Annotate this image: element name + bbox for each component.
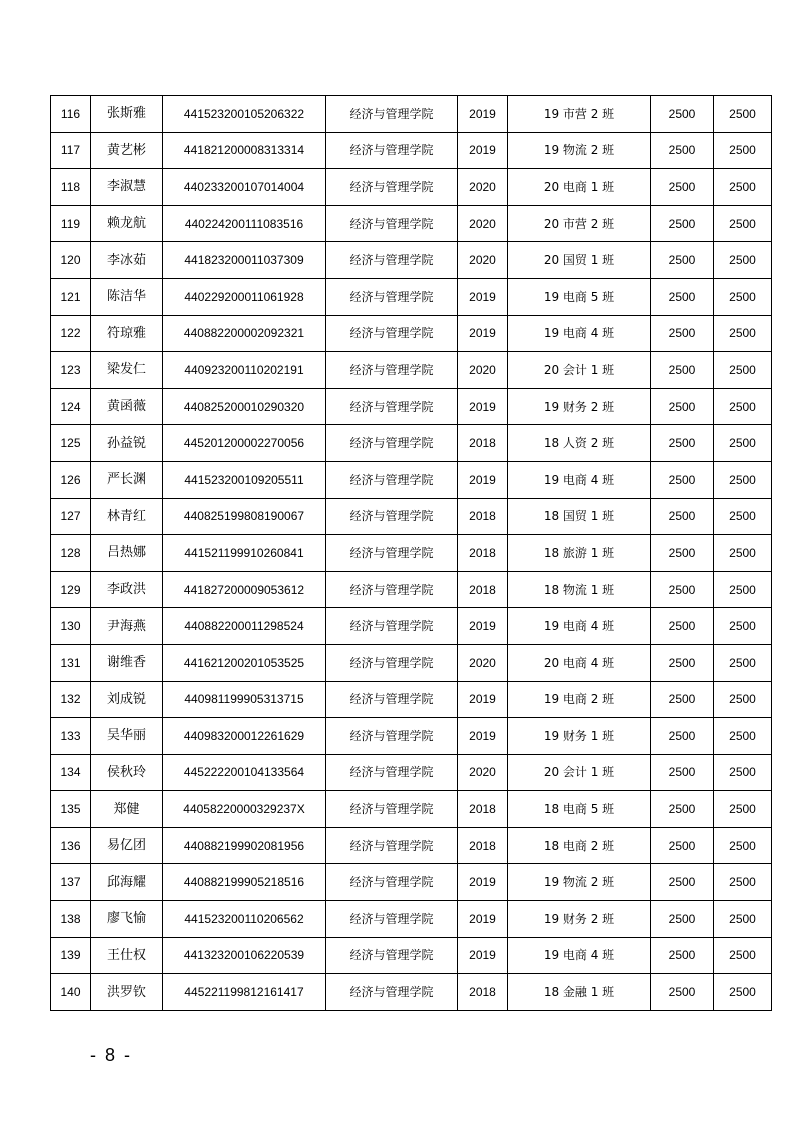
amount-cell: 2500: [714, 864, 772, 901]
amount-cell: 2500: [651, 571, 714, 608]
class-cell: 19 电商 4 班: [508, 937, 651, 974]
amount-cell: 2500: [651, 278, 714, 315]
student-name-cell: 洪罗钦: [91, 974, 163, 1011]
amount-cell: 2500: [714, 315, 772, 352]
class-cell: 19 物流 2 班: [508, 132, 651, 169]
class-cell: 18 旅游 1 班: [508, 535, 651, 572]
amount-cell: 2500: [651, 791, 714, 828]
id-number-cell: 440882199902081956: [163, 827, 326, 864]
id-number-cell: 441323200106220539: [163, 937, 326, 974]
student-name-cell: 张斯雅: [91, 96, 163, 133]
student-name-cell: 王仕权: [91, 937, 163, 974]
table-row: [51, 864, 772, 901]
amount-cell: 2500: [714, 169, 772, 206]
table-row: [51, 205, 772, 242]
enrollment-year-cell: 2019: [458, 461, 508, 498]
student-name-cell: 严长渊: [91, 461, 163, 498]
amount-cell: 2500: [651, 132, 714, 169]
enrollment-year-cell: 2020: [458, 242, 508, 279]
table-row: [51, 132, 772, 169]
amount-cell: 2500: [651, 608, 714, 645]
student-name-cell: 黄艺彬: [91, 132, 163, 169]
amount-cell: 2500: [651, 205, 714, 242]
college-cell: 经济与管理学院: [326, 132, 458, 169]
row-number-cell: 121: [51, 278, 91, 315]
table-row: [51, 791, 772, 828]
amount-cell: 2500: [714, 535, 772, 572]
amount-cell: 2500: [714, 132, 772, 169]
enrollment-year-cell: 2019: [458, 718, 508, 755]
table-row: [51, 608, 772, 645]
enrollment-year-cell: 2020: [458, 205, 508, 242]
enrollment-year-cell: 2018: [458, 498, 508, 535]
table-row: [51, 278, 772, 315]
amount-cell: 2500: [651, 718, 714, 755]
id-number-cell: 440825199808190067: [163, 498, 326, 535]
row-number-cell: 124: [51, 388, 91, 425]
amount-cell: 2500: [651, 974, 714, 1011]
college-cell: 经济与管理学院: [326, 352, 458, 389]
enrollment-year-cell: 2018: [458, 571, 508, 608]
id-number-cell: 441823200011037309: [163, 242, 326, 279]
amount-cell: 2500: [714, 388, 772, 425]
college-cell: 经济与管理学院: [326, 571, 458, 608]
college-cell: 经济与管理学院: [326, 754, 458, 791]
id-number-cell: 440882199905218516: [163, 864, 326, 901]
row-number-cell: 122: [51, 315, 91, 352]
amount-cell: 2500: [714, 96, 772, 133]
student-name-cell: 廖飞愉: [91, 901, 163, 938]
class-cell: 20 会计 1 班: [508, 352, 651, 389]
college-cell: 经济与管理学院: [326, 169, 458, 206]
amount-cell: 2500: [651, 169, 714, 206]
table-row: [51, 352, 772, 389]
id-number-cell: 440882200011298524: [163, 608, 326, 645]
row-number-cell: 128: [51, 535, 91, 572]
class-cell: 18 人资 2 班: [508, 425, 651, 462]
amount-cell: 2500: [651, 681, 714, 718]
student-name-cell: 李淑慧: [91, 169, 163, 206]
class-cell: 18 国贸 1 班: [508, 498, 651, 535]
amount-cell: 2500: [714, 461, 772, 498]
student-name-cell: 黄函薇: [91, 388, 163, 425]
college-cell: 经济与管理学院: [326, 644, 458, 681]
amount-cell: 2500: [651, 644, 714, 681]
row-number-cell: 127: [51, 498, 91, 535]
student-name-cell: 林青红: [91, 498, 163, 535]
table-row: [51, 901, 772, 938]
student-name-cell: 符琼雅: [91, 315, 163, 352]
college-cell: 经济与管理学院: [326, 974, 458, 1011]
student-name-cell: 梁发仁: [91, 352, 163, 389]
college-cell: 经济与管理学院: [326, 608, 458, 645]
table-row: [51, 425, 772, 462]
amount-cell: 2500: [714, 571, 772, 608]
table-row: [51, 242, 772, 279]
class-cell: 20 市营 2 班: [508, 205, 651, 242]
college-cell: 经济与管理学院: [326, 937, 458, 974]
id-number-cell: 440882200002092321: [163, 315, 326, 352]
table-row: [51, 974, 772, 1011]
row-number-cell: 129: [51, 571, 91, 608]
amount-cell: 2500: [651, 535, 714, 572]
row-number-cell: 125: [51, 425, 91, 462]
row-number-cell: 140: [51, 974, 91, 1011]
amount-cell: 2500: [714, 425, 772, 462]
amount-cell: 2500: [651, 901, 714, 938]
class-cell: 19 电商 4 班: [508, 461, 651, 498]
row-number-cell: 123: [51, 352, 91, 389]
id-number-cell: 441523200105206322: [163, 96, 326, 133]
enrollment-year-cell: 2018: [458, 974, 508, 1011]
row-number-cell: 117: [51, 132, 91, 169]
college-cell: 经济与管理学院: [326, 791, 458, 828]
table-row: [51, 718, 772, 755]
college-cell: 经济与管理学院: [326, 718, 458, 755]
amount-cell: 2500: [714, 608, 772, 645]
amount-cell: 2500: [714, 827, 772, 864]
class-cell: 19 财务 2 班: [508, 901, 651, 938]
id-number-cell: 441523200109205511: [163, 461, 326, 498]
college-cell: 经济与管理学院: [326, 901, 458, 938]
row-number-cell: 136: [51, 827, 91, 864]
class-cell: 18 金融 1 班: [508, 974, 651, 1011]
amount-cell: 2500: [651, 827, 714, 864]
college-cell: 经济与管理学院: [326, 425, 458, 462]
enrollment-year-cell: 2019: [458, 96, 508, 133]
student-name-cell: 吕热娜: [91, 535, 163, 572]
page-number: - 8 -: [90, 1045, 133, 1065]
id-number-cell: 440825200010290320: [163, 388, 326, 425]
enrollment-year-cell: 2019: [458, 278, 508, 315]
table-row: [51, 315, 772, 352]
id-number-cell: 441621200201053525: [163, 644, 326, 681]
class-cell: 20 电商 1 班: [508, 169, 651, 206]
enrollment-year-cell: 2018: [458, 425, 508, 462]
table-row: [51, 498, 772, 535]
amount-cell: 2500: [714, 937, 772, 974]
amount-cell: 2500: [651, 864, 714, 901]
student-name-cell: 侯秋玲: [91, 754, 163, 791]
amount-cell: 2500: [714, 644, 772, 681]
college-cell: 经济与管理学院: [326, 205, 458, 242]
enrollment-year-cell: 2018: [458, 791, 508, 828]
table-row: [51, 571, 772, 608]
table-row: [51, 461, 772, 498]
student-roster-table: [50, 95, 772, 1011]
class-cell: 18 物流 1 班: [508, 571, 651, 608]
amount-cell: 2500: [651, 242, 714, 279]
table-row: [51, 388, 772, 425]
row-number-cell: 137: [51, 864, 91, 901]
table-row: [51, 169, 772, 206]
id-number-cell: 440981199905313715: [163, 681, 326, 718]
amount-cell: 2500: [714, 754, 772, 791]
enrollment-year-cell: 2019: [458, 864, 508, 901]
id-number-cell: 445222200104133564: [163, 754, 326, 791]
class-cell: 19 电商 2 班: [508, 681, 651, 718]
college-cell: 经济与管理学院: [326, 827, 458, 864]
id-number-cell: 440983200012261629: [163, 718, 326, 755]
amount-cell: 2500: [714, 352, 772, 389]
id-number-cell: 441523200110206562: [163, 901, 326, 938]
student-name-cell: 易亿团: [91, 827, 163, 864]
table-row: [51, 827, 772, 864]
amount-cell: 2500: [651, 352, 714, 389]
student-name-cell: 谢维香: [91, 644, 163, 681]
student-name-cell: 赖龙航: [91, 205, 163, 242]
id-number-cell: 441821200008313314: [163, 132, 326, 169]
class-cell: 19 财务 2 班: [508, 388, 651, 425]
class-cell: 19 财务 1 班: [508, 718, 651, 755]
enrollment-year-cell: 2019: [458, 132, 508, 169]
row-number-cell: 118: [51, 169, 91, 206]
college-cell: 经济与管理学院: [326, 242, 458, 279]
id-number-cell: 440224200111083516: [163, 205, 326, 242]
enrollment-year-cell: 2020: [458, 352, 508, 389]
row-number-cell: 133: [51, 718, 91, 755]
enrollment-year-cell: 2020: [458, 644, 508, 681]
table-row: [51, 937, 772, 974]
table-row: [51, 681, 772, 718]
college-cell: 经济与管理学院: [326, 388, 458, 425]
class-cell: 18 电商 2 班: [508, 827, 651, 864]
table-row: [51, 96, 772, 133]
college-cell: 经济与管理学院: [326, 864, 458, 901]
row-number-cell: 132: [51, 681, 91, 718]
id-number-cell: 445201200002270056: [163, 425, 326, 462]
id-number-cell: 440229200011061928: [163, 278, 326, 315]
class-cell: 20 电商 4 班: [508, 644, 651, 681]
class-cell: 20 会计 1 班: [508, 754, 651, 791]
row-number-cell: 135: [51, 791, 91, 828]
college-cell: 经济与管理学院: [326, 461, 458, 498]
row-number-cell: 116: [51, 96, 91, 133]
student-name-cell: 李政洪: [91, 571, 163, 608]
college-cell: 经济与管理学院: [326, 278, 458, 315]
row-number-cell: 119: [51, 205, 91, 242]
row-number-cell: 120: [51, 242, 91, 279]
college-cell: 经济与管理学院: [326, 96, 458, 133]
amount-cell: 2500: [714, 205, 772, 242]
amount-cell: 2500: [651, 461, 714, 498]
class-cell: 18 电商 5 班: [508, 791, 651, 828]
row-number-cell: 139: [51, 937, 91, 974]
student-name-cell: 尹海燕: [91, 608, 163, 645]
table-row: [51, 535, 772, 572]
amount-cell: 2500: [714, 681, 772, 718]
amount-cell: 2500: [714, 498, 772, 535]
amount-cell: 2500: [651, 937, 714, 974]
amount-cell: 2500: [714, 718, 772, 755]
enrollment-year-cell: 2020: [458, 169, 508, 206]
enrollment-year-cell: 2019: [458, 608, 508, 645]
amount-cell: 2500: [651, 388, 714, 425]
amount-cell: 2500: [714, 974, 772, 1011]
enrollment-year-cell: 2018: [458, 535, 508, 572]
id-number-cell: 445221199812161417: [163, 974, 326, 1011]
amount-cell: 2500: [651, 425, 714, 462]
table-row: [51, 644, 772, 681]
row-number-cell: 131: [51, 644, 91, 681]
amount-cell: 2500: [714, 791, 772, 828]
amount-cell: 2500: [651, 498, 714, 535]
amount-cell: 2500: [714, 278, 772, 315]
row-number-cell: 130: [51, 608, 91, 645]
class-cell: 20 国贸 1 班: [508, 242, 651, 279]
college-cell: 经济与管理学院: [326, 315, 458, 352]
row-number-cell: 138: [51, 901, 91, 938]
amount-cell: 2500: [714, 242, 772, 279]
student-name-cell: 陈洁华: [91, 278, 163, 315]
enrollment-year-cell: 2018: [458, 827, 508, 864]
class-cell: 19 电商 5 班: [508, 278, 651, 315]
class-cell: 19 电商 4 班: [508, 315, 651, 352]
table-row: [51, 754, 772, 791]
amount-cell: 2500: [651, 754, 714, 791]
id-number-cell: 44058220000329237X: [163, 791, 326, 828]
row-number-cell: 126: [51, 461, 91, 498]
id-number-cell: 441521199910260841: [163, 535, 326, 572]
row-number-cell: 134: [51, 754, 91, 791]
enrollment-year-cell: 2019: [458, 388, 508, 425]
id-number-cell: 441827200009053612: [163, 571, 326, 608]
student-name-cell: 刘成锐: [91, 681, 163, 718]
student-name-cell: 郑健: [91, 791, 163, 828]
student-name-cell: 邱海耀: [91, 864, 163, 901]
enrollment-year-cell: 2020: [458, 754, 508, 791]
id-number-cell: 440233200107014004: [163, 169, 326, 206]
enrollment-year-cell: 2019: [458, 315, 508, 352]
college-cell: 经济与管理学院: [326, 498, 458, 535]
student-name-cell: 吴华丽: [91, 718, 163, 755]
college-cell: 经济与管理学院: [326, 535, 458, 572]
student-name-cell: 李冰茹: [91, 242, 163, 279]
student-name-cell: 孙益锐: [91, 425, 163, 462]
class-cell: 19 电商 4 班: [508, 608, 651, 645]
enrollment-year-cell: 2019: [458, 901, 508, 938]
amount-cell: 2500: [714, 901, 772, 938]
id-number-cell: 440923200110202191: [163, 352, 326, 389]
enrollment-year-cell: 2019: [458, 937, 508, 974]
amount-cell: 2500: [651, 315, 714, 352]
class-cell: 19 物流 2 班: [508, 864, 651, 901]
enrollment-year-cell: 2019: [458, 681, 508, 718]
college-cell: 经济与管理学院: [326, 681, 458, 718]
roster-body: [51, 96, 772, 1011]
class-cell: 19 市营 2 班: [508, 96, 651, 133]
amount-cell: 2500: [651, 96, 714, 133]
